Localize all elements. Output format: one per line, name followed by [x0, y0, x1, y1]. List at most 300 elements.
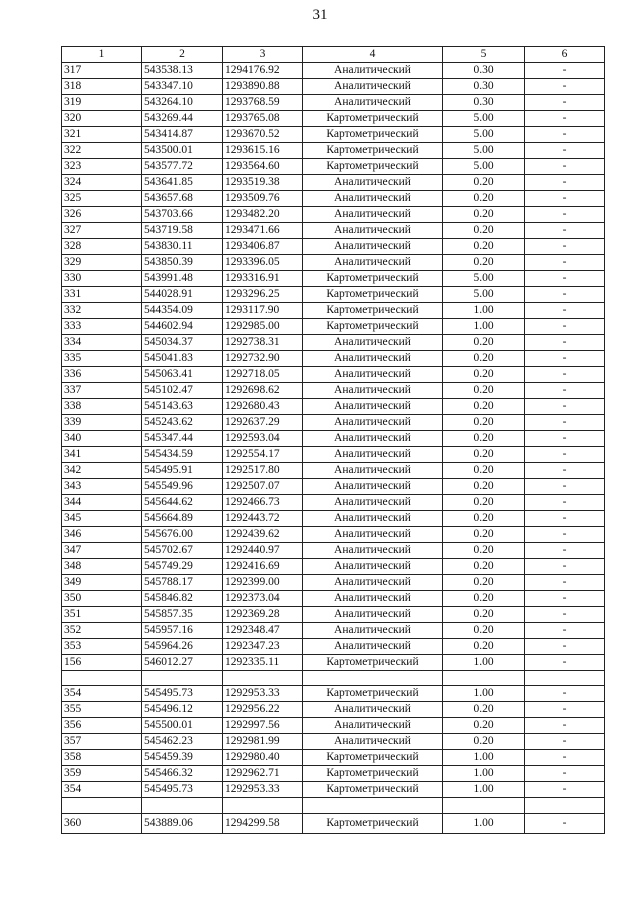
table-row — [62, 686, 605, 702]
table-cell: - — [525, 686, 605, 702]
table-cell: 1292373.04 — [223, 591, 303, 607]
blank-cell — [142, 798, 223, 813]
table-cell: 545964.26 — [142, 639, 223, 655]
table-row — [62, 207, 605, 223]
table-row — [62, 591, 605, 607]
table-cell: - — [525, 239, 605, 255]
table-cell: - — [525, 143, 605, 159]
table-cell: 0.20 — [443, 223, 525, 239]
table-cell: 1292439.62 — [223, 527, 303, 543]
table-cell: 545462.23 — [142, 734, 223, 750]
table-row — [62, 543, 605, 559]
table-cell: Картометрический — [303, 686, 443, 702]
table-cell: 1292997.56 — [223, 718, 303, 734]
table-cell: 322 — [62, 143, 142, 159]
table-cell: Аналитический — [303, 367, 443, 383]
table-cell: 330 — [62, 271, 142, 287]
blank-cell — [443, 671, 525, 686]
table-cell: Картометрический — [303, 127, 443, 143]
table-cell: - — [525, 527, 605, 543]
table-cell: Аналитический — [303, 191, 443, 207]
table-cell: 543347.10 — [142, 79, 223, 95]
table-row — [62, 367, 605, 383]
table-cell: - — [525, 175, 605, 191]
table-cell: 1293117.90 — [223, 303, 303, 319]
table-cell: 544354.09 — [142, 303, 223, 319]
table-cell: 543991.48 — [142, 271, 223, 287]
table-cell: 1293890.88 — [223, 79, 303, 95]
table-cell: 338 — [62, 399, 142, 415]
table-cell: 543850.39 — [142, 255, 223, 271]
table-row — [62, 111, 605, 127]
table-cell: 341 — [62, 447, 142, 463]
table-cell: 543641.85 — [142, 175, 223, 191]
table-cell: - — [525, 495, 605, 511]
table-row — [62, 623, 605, 639]
table-cell: 545857.35 — [142, 607, 223, 623]
table-cell: 0.20 — [443, 367, 525, 383]
table-cell: 1.00 — [443, 319, 525, 335]
table-cell: Аналитический — [303, 495, 443, 511]
table-cell: 1.00 — [443, 655, 525, 671]
table-cell: Аналитический — [303, 591, 443, 607]
table-cell: 0.20 — [443, 431, 525, 447]
table-cell: - — [525, 95, 605, 111]
table-cell: - — [525, 127, 605, 143]
table-cell: 1292637.29 — [223, 415, 303, 431]
coordinates-table — [61, 46, 605, 834]
table-row — [62, 575, 605, 591]
header-cell: 5 — [443, 47, 525, 63]
table-cell: 0.20 — [443, 207, 525, 223]
table-cell: 1.00 — [443, 750, 525, 766]
table-cell: 337 — [62, 383, 142, 399]
table-row — [62, 463, 605, 479]
table-cell: 545034.37 — [142, 335, 223, 351]
table-row — [62, 79, 605, 95]
table-cell: 0.20 — [443, 351, 525, 367]
table-cell: 5.00 — [443, 127, 525, 143]
table-row — [62, 495, 605, 511]
table-cell: 320 — [62, 111, 142, 127]
table-cell: 545846.82 — [142, 591, 223, 607]
table-cell: 545243.62 — [142, 415, 223, 431]
table-cell: 545434.59 — [142, 447, 223, 463]
table-cell: 1292985.00 — [223, 319, 303, 335]
table-cell: - — [525, 335, 605, 351]
table-cell: Аналитический — [303, 383, 443, 399]
table-row — [62, 479, 605, 495]
table-cell: 5.00 — [443, 271, 525, 287]
table-cell: 1292348.47 — [223, 623, 303, 639]
table-cell: - — [525, 766, 605, 782]
table-cell: 543269.44 — [142, 111, 223, 127]
table-row — [62, 287, 605, 303]
table-cell: 0.20 — [443, 463, 525, 479]
table-cell: 1293482.20 — [223, 207, 303, 223]
table-cell: 340 — [62, 431, 142, 447]
table-cell: 0.20 — [443, 399, 525, 415]
table-cell: 359 — [62, 766, 142, 782]
table-cell: 545102.47 — [142, 383, 223, 399]
table-cell: 0.20 — [443, 559, 525, 575]
table-cell: 1292698.62 — [223, 383, 303, 399]
table-cell: Аналитический — [303, 511, 443, 527]
table-cell: - — [525, 639, 605, 655]
table-cell: - — [525, 702, 605, 718]
table-cell: 1292335.11 — [223, 655, 303, 671]
table-cell: 1292369.28 — [223, 607, 303, 623]
table-cell: - — [525, 591, 605, 607]
table-cell: Аналитический — [303, 527, 443, 543]
table-cell: 1292554.17 — [223, 447, 303, 463]
table-cell: 335 — [62, 351, 142, 367]
table-cell: 348 — [62, 559, 142, 575]
table-cell: 1292593.04 — [223, 431, 303, 447]
table-cell: Аналитический — [303, 399, 443, 415]
table-cell: 5.00 — [443, 159, 525, 175]
blank-row — [62, 798, 605, 813]
table-cell: 545466.32 — [142, 766, 223, 782]
table-cell: 545495.91 — [142, 463, 223, 479]
table-cell: 1292443.72 — [223, 511, 303, 527]
table-cell: Аналитический — [303, 95, 443, 111]
table-cell: 356 — [62, 718, 142, 734]
table-cell: 328 — [62, 239, 142, 255]
table-cell: - — [525, 271, 605, 287]
table-header-row — [62, 47, 605, 63]
table-cell: - — [525, 447, 605, 463]
table-cell: 323 — [62, 159, 142, 175]
table-cell: Картометрический — [303, 287, 443, 303]
table-cell: - — [525, 782, 605, 798]
blank-cell — [443, 798, 525, 813]
table-cell: 0.20 — [443, 639, 525, 655]
table-cell: - — [525, 734, 605, 750]
table-cell: 543830.11 — [142, 239, 223, 255]
table-cell: - — [525, 559, 605, 575]
table-cell: Аналитический — [303, 351, 443, 367]
table-cell: Аналитический — [303, 239, 443, 255]
table-row — [62, 335, 605, 351]
table-cell: - — [525, 63, 605, 79]
table-cell: 1293519.38 — [223, 175, 303, 191]
table-cell: 321 — [62, 127, 142, 143]
table-cell: 543264.10 — [142, 95, 223, 111]
table-cell: Картометрический — [303, 303, 443, 319]
table-cell: 545347.44 — [142, 431, 223, 447]
header-cell: 3 — [223, 47, 303, 63]
table-row — [62, 734, 605, 750]
table-cell: 1292718.05 — [223, 367, 303, 383]
table-cell: 545749.29 — [142, 559, 223, 575]
table-cell: Аналитический — [303, 543, 443, 559]
table-cell: - — [525, 718, 605, 734]
table-cell: 543500.01 — [142, 143, 223, 159]
table-row — [62, 239, 605, 255]
table-cell: - — [525, 607, 605, 623]
table-cell: - — [525, 479, 605, 495]
table-cell: 1293406.87 — [223, 239, 303, 255]
table-cell: 0.20 — [443, 527, 525, 543]
table-cell: 0.20 — [443, 479, 525, 495]
table-cell: Аналитический — [303, 415, 443, 431]
table-cell: - — [525, 111, 605, 127]
table-cell: - — [525, 223, 605, 239]
table-cell: 545500.01 — [142, 718, 223, 734]
table-cell: - — [525, 191, 605, 207]
table-cell: 352 — [62, 623, 142, 639]
table-cell: 1293316.91 — [223, 271, 303, 287]
table-cell: 1.00 — [443, 782, 525, 798]
table-cell: 1293471.66 — [223, 223, 303, 239]
table-cell: Аналитический — [303, 718, 443, 734]
table-cell: 319 — [62, 95, 142, 111]
table-cell: 543414.87 — [142, 127, 223, 143]
blank-cell — [525, 798, 605, 813]
table-cell: 0.20 — [443, 718, 525, 734]
table-cell: Картометрический — [303, 271, 443, 287]
table-cell: 1292738.31 — [223, 335, 303, 351]
table-cell: Картометрический — [303, 143, 443, 159]
table-cell: 1292980.40 — [223, 750, 303, 766]
table-cell: 0.20 — [443, 415, 525, 431]
table-cell: 360 — [62, 813, 142, 833]
table-cell: 1.00 — [443, 766, 525, 782]
table-cell: Картометрический — [303, 782, 443, 798]
table-row — [62, 63, 605, 79]
table-cell: 0.20 — [443, 623, 525, 639]
table-cell: 333 — [62, 319, 142, 335]
page-number: 31 — [312, 7, 328, 23]
table-row — [62, 607, 605, 623]
table-cell: 545063.41 — [142, 367, 223, 383]
table-cell: 1293564.60 — [223, 159, 303, 175]
table-cell: - — [525, 623, 605, 639]
table-cell: 342 — [62, 463, 142, 479]
table-cell: - — [525, 287, 605, 303]
blank-row — [62, 671, 605, 686]
table-cell: 357 — [62, 734, 142, 750]
table-cell: 545957.16 — [142, 623, 223, 639]
blank-cell — [223, 798, 303, 813]
table-cell: 543577.72 — [142, 159, 223, 175]
table-cell: 317 — [62, 63, 142, 79]
table-cell: Аналитический — [303, 639, 443, 655]
table-cell: Аналитический — [303, 463, 443, 479]
table-cell: Аналитический — [303, 623, 443, 639]
table-cell: 0.20 — [443, 495, 525, 511]
table-cell: 0.20 — [443, 511, 525, 527]
table-cell: 544602.94 — [142, 319, 223, 335]
table-cell: 545549.96 — [142, 479, 223, 495]
table-cell: 1292466.73 — [223, 495, 303, 511]
table-row — [62, 559, 605, 575]
table-cell: 1294176.92 — [223, 63, 303, 79]
header-cell: 2 — [142, 47, 223, 63]
table-cell: 0.20 — [443, 239, 525, 255]
table-row — [62, 399, 605, 415]
table-cell: Картометрический — [303, 813, 443, 833]
table-cell: Картометрический — [303, 655, 443, 671]
table-cell: 318 — [62, 79, 142, 95]
blank-cell — [303, 671, 443, 686]
table-row — [62, 702, 605, 718]
table-cell: 1292517.80 — [223, 463, 303, 479]
table-cell: Аналитический — [303, 431, 443, 447]
table-cell: 545143.63 — [142, 399, 223, 415]
table-cell: 324 — [62, 175, 142, 191]
table-cell: 1293509.76 — [223, 191, 303, 207]
table-cell: 1293670.52 — [223, 127, 303, 143]
table-cell: 0.20 — [443, 575, 525, 591]
table-row — [62, 143, 605, 159]
table-cell: Аналитический — [303, 559, 443, 575]
table-cell: 0.20 — [443, 175, 525, 191]
table-cell: 1293615.16 — [223, 143, 303, 159]
table-cell: 0.20 — [443, 383, 525, 399]
table-cell: 0.20 — [443, 734, 525, 750]
table-cell: 0.20 — [443, 702, 525, 718]
table-cell: 1292399.00 — [223, 575, 303, 591]
table-row — [62, 319, 605, 335]
table-cell: 545459.39 — [142, 750, 223, 766]
blank-cell — [142, 671, 223, 686]
table-cell: Аналитический — [303, 575, 443, 591]
table-cell: 5.00 — [443, 287, 525, 303]
table-cell: - — [525, 543, 605, 559]
table-row — [62, 95, 605, 111]
table-cell: Аналитический — [303, 479, 443, 495]
table-row — [62, 447, 605, 463]
table-cell: - — [525, 463, 605, 479]
table-row — [62, 255, 605, 271]
table-cell: 1292732.90 — [223, 351, 303, 367]
table-row — [62, 813, 605, 833]
table-cell: 0.30 — [443, 95, 525, 111]
table-cell: 545702.67 — [142, 543, 223, 559]
table-cell: - — [525, 255, 605, 271]
table-cell: 0.20 — [443, 447, 525, 463]
table-cell: 332 — [62, 303, 142, 319]
table-cell: 0.30 — [443, 63, 525, 79]
table-cell: Картометрический — [303, 766, 443, 782]
table-cell: 326 — [62, 207, 142, 223]
table-cell: 0.20 — [443, 255, 525, 271]
table-row — [62, 415, 605, 431]
table-cell: 1.00 — [443, 303, 525, 319]
table-cell: 350 — [62, 591, 142, 607]
table-row — [62, 175, 605, 191]
table-cell: 0.20 — [443, 607, 525, 623]
table-cell: 1292981.99 — [223, 734, 303, 750]
table-cell: Картометрический — [303, 319, 443, 335]
table-cell: Аналитический — [303, 607, 443, 623]
table-cell: 543538.13 — [142, 63, 223, 79]
table-cell: 1.00 — [443, 686, 525, 702]
table-row — [62, 782, 605, 798]
table-cell: 1292956.22 — [223, 702, 303, 718]
table-cell: 1292953.33 — [223, 782, 303, 798]
table-cell: - — [525, 367, 605, 383]
table-cell: - — [525, 575, 605, 591]
table-cell: 1292680.43 — [223, 399, 303, 415]
table-cell: 543889.06 — [142, 813, 223, 833]
table-cell: Аналитический — [303, 447, 443, 463]
table-row — [62, 527, 605, 543]
table-cell: - — [525, 431, 605, 447]
table-cell: 545495.73 — [142, 686, 223, 702]
table-cell: - — [525, 399, 605, 415]
table-cell: 1.00 — [443, 813, 525, 833]
table-cell: Аналитический — [303, 335, 443, 351]
table-row — [62, 271, 605, 287]
table-cell: 546012.27 — [142, 655, 223, 671]
table-cell: - — [525, 319, 605, 335]
table-cell: 1293765.08 — [223, 111, 303, 127]
table-cell: 1292440.97 — [223, 543, 303, 559]
table-cell: 0.20 — [443, 543, 525, 559]
table-row — [62, 191, 605, 207]
blank-cell — [525, 671, 605, 686]
table-cell: - — [525, 383, 605, 399]
table-cell: 544028.91 — [142, 287, 223, 303]
table-cell: 1292953.33 — [223, 686, 303, 702]
table-cell: 543657.68 — [142, 191, 223, 207]
header-cell: 6 — [525, 47, 605, 63]
table-cell: 1293296.25 — [223, 287, 303, 303]
table-cell: Аналитический — [303, 63, 443, 79]
table-cell: 1292416.69 — [223, 559, 303, 575]
table-row — [62, 303, 605, 319]
table-cell: Картометрический — [303, 111, 443, 127]
table-cell: 1292507.07 — [223, 479, 303, 495]
table-cell: 344 — [62, 495, 142, 511]
table-cell: Аналитический — [303, 79, 443, 95]
header-cell: 4 — [303, 47, 443, 63]
table-cell: 347 — [62, 543, 142, 559]
table-row — [62, 655, 605, 671]
table-cell: Аналитический — [303, 734, 443, 750]
table-cell: 1293396.05 — [223, 255, 303, 271]
table-cell: - — [525, 813, 605, 833]
table-cell: - — [525, 303, 605, 319]
table-cell: Картометрический — [303, 750, 443, 766]
header-cell: 1 — [62, 47, 142, 63]
table-row — [62, 127, 605, 143]
table-cell: 354 — [62, 782, 142, 798]
table-cell: - — [525, 750, 605, 766]
table-cell: Аналитический — [303, 223, 443, 239]
blank-cell — [62, 798, 142, 813]
table-body — [62, 47, 605, 834]
table-cell: Аналитический — [303, 175, 443, 191]
table-cell: 545495.73 — [142, 782, 223, 798]
table-cell: - — [525, 207, 605, 223]
table-row — [62, 766, 605, 782]
table-row — [62, 159, 605, 175]
table-row — [62, 511, 605, 527]
table-cell: 545664.89 — [142, 511, 223, 527]
table-cell: - — [525, 655, 605, 671]
table-cell: 545676.00 — [142, 527, 223, 543]
table-cell: 545041.83 — [142, 351, 223, 367]
table-row — [62, 718, 605, 734]
table-cell: 1293768.59 — [223, 95, 303, 111]
blank-cell — [223, 671, 303, 686]
table-cell: 334 — [62, 335, 142, 351]
table-cell: 1294299.58 — [223, 813, 303, 833]
